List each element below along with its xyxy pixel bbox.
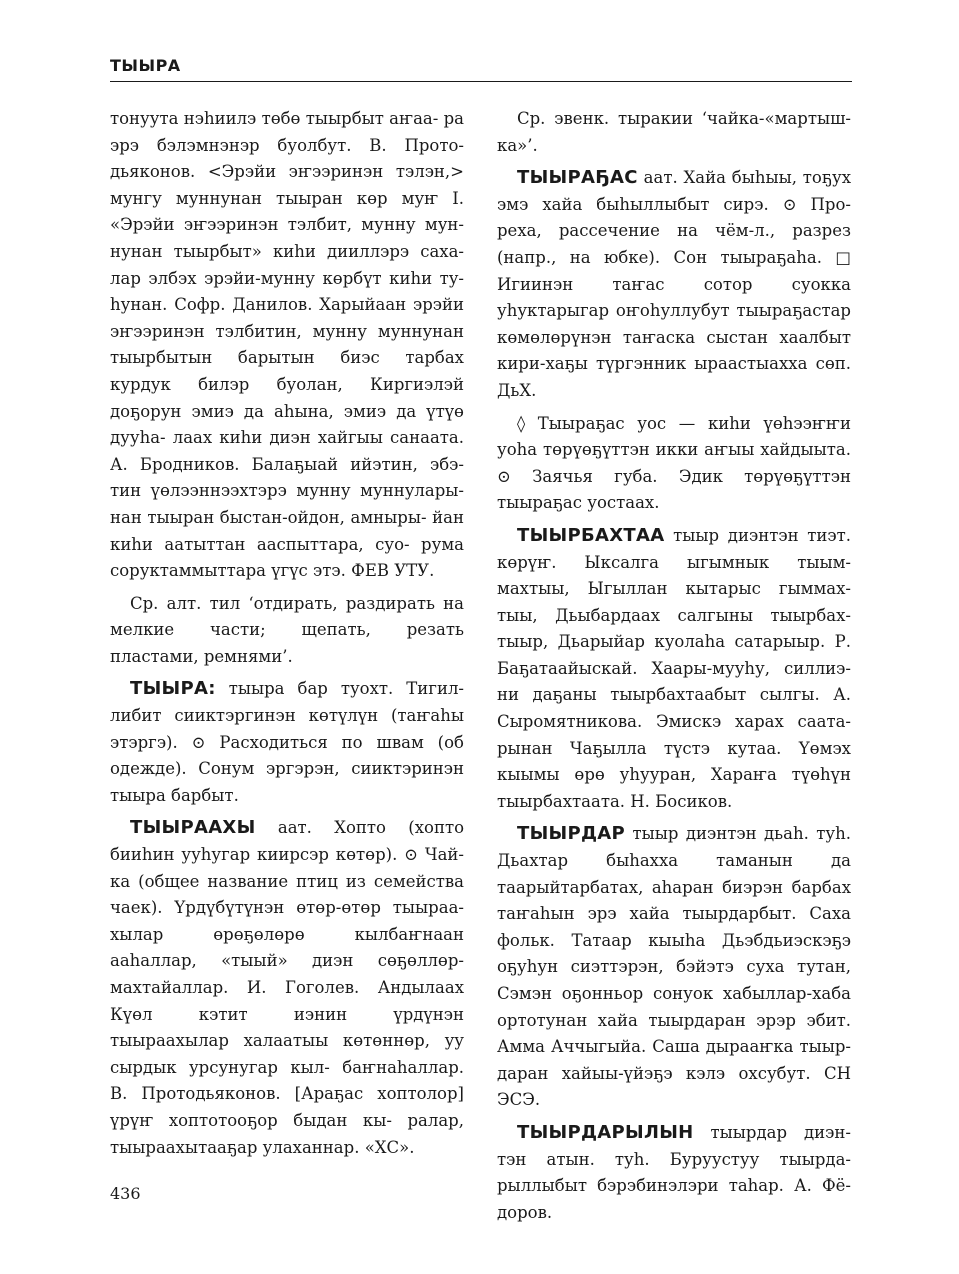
entry-headword: ТЫЫРБАХТАА xyxy=(517,524,665,546)
entry-text: тыыра бар туохт. Тигил- либит сииктэргинэн көтүлүн (таҥаһы этэргэ). ⊙ Расходиться по швам (об одежде). Сонум эргэрэн, сииктэринэн тыыра барбыт. xyxy=(110,679,465,805)
left-column xyxy=(110,106,464,1167)
right-column xyxy=(497,106,851,1232)
running-head xyxy=(110,56,852,82)
entry-text: аат. Хопто (хопто бииһин ууһугар киирсэр көтөр). ⊙ Чай- ка (общее название птиц из семейства чаек). Үрдүбүтүнэн өтөр-өтөр тыыраа- хылар өрөҕөлөрө кылбаҥнаан ааһаллар, «тыый» диэн сөҕөллөр-махтайаллар. И. Гоголев. Андылаах Күөл кэтит иэнин үрдүнэн тыырaахылар халаатыы көтөннөр, уу сырдык урсунугар кыл- баҥнаһаллар. В. Протодьяконов. [Араҕас хоптолор] үрүҥ хоптотооҕор быдан кы- ралар, тыыраахытааҕар улаханнар. «ХС». xyxy=(110,818,465,1157)
entry-paragraph xyxy=(497,411,851,517)
entry-paragraph xyxy=(110,676,464,809)
entry-text: тыырдар диэн- тэн атын. туһ. Буруустуу тыырда- рыллыбыт бэрэбинэлэри таһар. А. Фё- доров. xyxy=(497,1122,851,1222)
page-number: 436 xyxy=(110,1184,141,1203)
entry-paragraph xyxy=(497,821,851,1114)
entry-paragraph xyxy=(497,165,851,404)
entry-headword: ТЫЫРА: xyxy=(130,678,216,700)
entry-text: Ср. эвенк. тыракии ‘чайка-«мартыш- ка»’. xyxy=(497,109,851,155)
entry-text: тыыр диэнтэн тиэт. көрүҥ. Ыксалга ыгымнык тыым- махтыы, Ыгыллан кытарыс гыммах- тыы, Дьыбардаах салгыны тыырбах- тыыр, Дьарыйар куолаһа сатарыыр. Р. Баҕатаайыскай. Хаары-мууһу, силлиэ- ни даҕаны тыырбахтаабыт сылгы. А. Сыромятникова. Эмискэ харах саата- рынан Чаҕылла түстэ кутаа. Үөмэх кыымы өрө уһууран, Хараҥа түөһүн тыырбахтаата. Н. Босиков. xyxy=(497,525,851,811)
entry-headword: ТЫЫРДАРЫЛЫН xyxy=(517,1121,694,1143)
entry-paragraph xyxy=(497,523,851,816)
entry-paragraph xyxy=(110,815,464,1161)
entry-text: Ср. алт. тил ‘отдирать, раздирать на мелкие части; щепать, резать пластами, ремнями’. xyxy=(110,593,464,666)
entry-paragraph xyxy=(497,106,851,159)
entry-paragraph xyxy=(110,591,464,671)
entry-headword: ТЫЫРААХЫ xyxy=(130,817,256,839)
entry-text: ◊ Тыыраҕас уос — киһи үөһээҥҥи уоһа төрүөҕүттэн икки аҥыы хайдыыта. ⊙ Заячья губа. Эдик төрүөҕүттэн тыыраҕас уостаах. xyxy=(497,413,851,513)
entry-paragraph xyxy=(110,106,464,585)
entry-headword: ТЫЫРДАР xyxy=(517,823,626,845)
running-head-title: ТЫЫРА xyxy=(110,56,181,75)
entry-headword: ТЫЫРАҔАС xyxy=(517,167,638,189)
entry-text: тонуута нэһиилэ төбө тыырбыт аҥаа- ра эрэ бэлэмнэнэр буолбут. В. Прото- дьяконов. <Эрэйи эҥээринэн тэлэн,> мунгу муннунан тыыран көр муҥ I. «Эрэйи эҥээринэн тэлбит, мунну мун- нунан тыырбыт» киһи дииллэрэ саха- лар элбэх эрэйи-мунну көрбүт киһи ту- һунан. Софр. Данилов. Харыйаан эрэйи эҥээринэн тэлбитин, мунну муннунан тыырбытын барытын биэс тарбах курдук билэр буолан, Киргиэлэй доҕорун эмиэ да аһына, эмиэ да үтүө дууһа- лаах киһи диэн хайгыы санаата. А. Бродников. Балаҕыай ийэтин, эбэ- тин үөлээннээхтэрэ мунну муннулары- нан тыыран быстан-ойдон, амныры- йан киһи аатыттан ааспыттара, суо- рума соруктаммыттара үгүс этэ. ФЕВ УТУ. xyxy=(110,109,464,581)
entry-text: аат. Хайа быһыы, тоҕух эмэ хайа быһыллыбыт сирэ. ⊙ Про- реха, рассечение на чём-л., разрез (напр., на юбке). Сон тыыраҕаһа. □ Игиинэн таҥас сотор суокка уһуктарыгар оҥоһуллубут тыыраҕастар көмөлөрүнэн таҥаска сыстан хаалбыт кири-хаҕы түргэнник ыраастыахха сөп. ДьХ. xyxy=(497,168,852,400)
entry-text: тыыр диэнтэн дьаһ. туһ. Дьахтар быһаххa таманын да таарыйтарбатах, аһаран биэрэн барбах таҥаһын эрэ хайа тыырдарбыт. Саха фольк. Татаар кыыһа Дьэбдьиэскэҕэ оҕуһун сиэттэрэн, бэйэтэ суха тутан, Сэмэн оҕонньор сонуок хабыллар-хаба ортотунан хайа тыырдаран эрэр эбит. Амма Аччыгыйа. Саша дырааҥка тыыр- даран хайыы-үйэҕэ кэлэ охсубут. СН ЭСЭ. xyxy=(497,824,851,1110)
entry-paragraph xyxy=(497,1120,851,1226)
